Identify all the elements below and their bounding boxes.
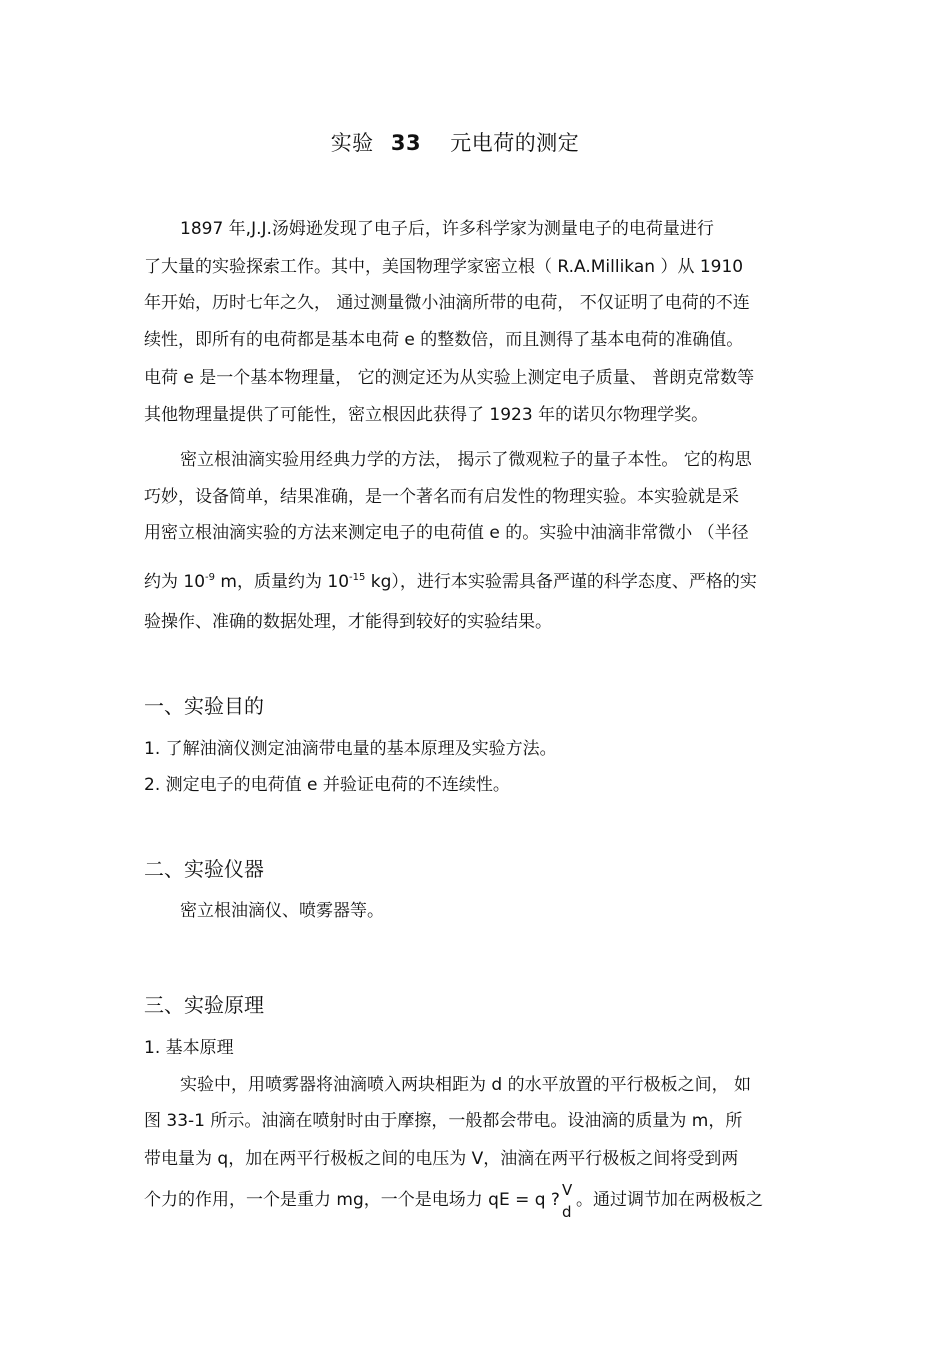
fraction-denominator: d [561,1203,572,1221]
text-span: 。通过调节加在两极板之 [575,1190,763,1210]
intro-line: 年开始，历时七年之久， 通过测量微小油滴所带的电荷， 不仅证明了电荷的不连 [144,293,750,313]
intro-line: 其他物理量提供了可能性，密立根因此获得了 1923 年的诺贝尔物理学奖。 [144,405,709,425]
text-span: 约为 10 [144,572,206,592]
fraction-v-over-d [560,1181,576,1221]
para2-line [144,567,757,593]
principle-line [144,1181,763,1221]
list-item: 2. 测定电子的电荷值 e 并验证电荷的不连续性。 [144,775,510,795]
intro-line: 1897 年,J.J.汤姆逊发现了电子后，许多科学家为测量电子的电荷量进行 [180,219,714,239]
para2-line: 密立根油滴实验用经典力学的方法， 揭示了微观粒子的量子本性。 它的构思 [180,450,752,470]
subheading: 1. 基本原理 [144,1038,234,1058]
para2-line: 验操作、准确的数据处理，才能得到较好的实验结果。 [144,612,552,632]
page-title [0,127,910,157]
list-item: 1. 了解油滴仪测定油滴带电量的基本原理及实验方法。 [144,739,557,759]
title-prefix: 实验 [330,131,374,155]
exponent: -9 [205,572,216,583]
text-span: 个力的作用，一个是重力 mg，一个是电场力 qE = q ? [144,1190,560,1210]
intro-line: 续性，即所有的电荷都是基本电荷 e 的整数倍，而且测得了基本电荷的准确值。 [144,330,744,350]
section-heading-purpose: 一、实验目的 [144,694,264,718]
para2-line: 用密立根油滴实验的方法来测定电子的电荷值 e 的。实验中油滴非常微小 （半径 [144,523,749,543]
apparatus-text: 密立根油滴仪、喷雾器等。 [180,901,384,921]
principle-line: 实验中，用喷雾器将油滴喷入两块相距为 d 的水平放置的平行极板之间， 如 [180,1075,752,1095]
text-span: kg），进行本实验需具备严谨的科学态度、严格的实 [365,572,757,592]
fraction-numerator: V [561,1181,573,1199]
exponent: -15 [349,572,366,583]
title-number: 33 [390,131,422,155]
section-heading-principle: 三、实验原理 [144,993,264,1017]
intro-line: 电荷 e 是一个基本物理量， 它的测定还为从实验上测定电子质量、 普朗克常数等 [144,368,755,388]
section-heading-apparatus: 二、实验仪器 [144,857,264,881]
intro-line: 了大量的实验探索工作。其中，美国物理学家密立根（ R.A.Millikan ）从 1910 [144,257,744,277]
title-text: 元电荷的测定 [450,131,580,155]
text-span: m，质量约为 10 [215,572,350,592]
principle-line: 带电量为 q，加在两平行极板之间的电压为 V，油滴在两平行极板之间将受到两 [144,1149,739,1169]
para2-line: 巧妙，设备简单，结果准确，是一个著名而有启发性的物理实验。本实验就是采 [144,487,739,507]
principle-line: 图 33-1 所示。油滴在喷射时由于摩擦，一般都会带电。设油滴的质量为 m，所 [144,1111,743,1131]
